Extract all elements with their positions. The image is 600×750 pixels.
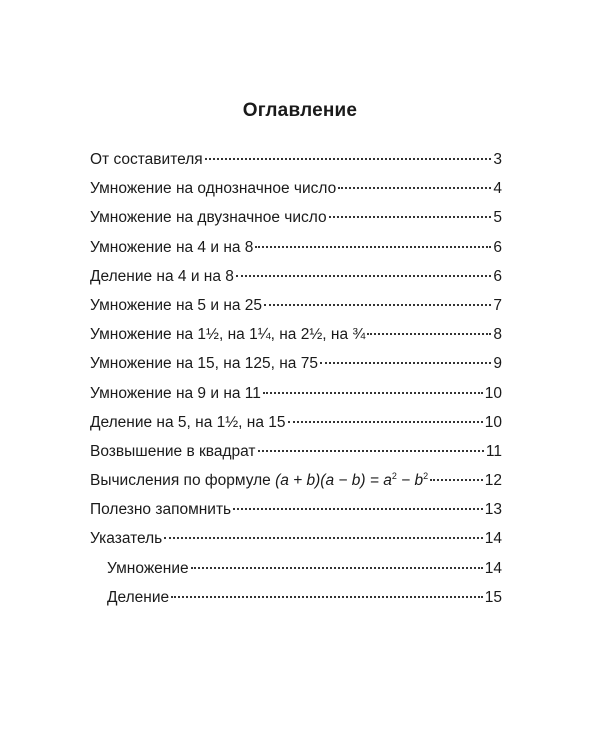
- toc-entry[interactable]: [90, 354, 502, 383]
- toc-entry-page: 15: [484, 588, 502, 606]
- toc-dot-leader: [264, 304, 491, 306]
- toc-entry[interactable]: [90, 296, 502, 325]
- toc-entry[interactable]: [90, 384, 502, 413]
- toc-entry-label: От составителя: [90, 151, 203, 168]
- toc-entry-label: Деление на 4 и на 8: [90, 267, 234, 285]
- toc-dot-leader: [320, 362, 491, 364]
- toc-entry[interactable]: [90, 529, 502, 558]
- toc-entry-page: 9: [493, 355, 502, 373]
- toc-entry[interactable]: [90, 267, 502, 296]
- toc-entry-page: 5: [493, 209, 502, 227]
- toc-dot-leader: [367, 333, 491, 335]
- toc-entry-formula[interactable]: [90, 471, 502, 500]
- toc-entry[interactable]: [90, 442, 502, 471]
- toc-entry[interactable]: [90, 413, 502, 442]
- toc-entry-label: Умножение: [107, 559, 189, 577]
- toc-title: Оглавление: [242, 100, 358, 121]
- toc-dot-leader: [329, 216, 492, 218]
- toc-dot-leader: [258, 450, 484, 452]
- toc-entry-label: Полезно запомнить: [90, 501, 232, 519]
- toc-entry[interactable]: [90, 238, 502, 267]
- toc-entry-label: Умножение на двузначное число: [90, 209, 327, 227]
- toc-entry-page: 6: [493, 238, 502, 256]
- toc-dot-leader: [288, 421, 483, 423]
- toc-dot-leader: [191, 567, 483, 569]
- formula-lhs: (a + b)(a − b) =: [275, 472, 384, 490]
- formula-minus: −: [396, 472, 415, 490]
- toc-entry-page: 4: [493, 180, 502, 198]
- toc-entry[interactable]: [90, 325, 502, 354]
- formula-a-base: a: [383, 472, 392, 490]
- formula-b-base: b: [414, 472, 424, 490]
- toc-entry-label: Умножение на 15, на 125, на 75: [90, 355, 318, 373]
- toc-entry-page: 11: [485, 442, 502, 460]
- toc-entry-page: 12: [484, 472, 502, 490]
- toc-entry-page: 10: [484, 384, 502, 402]
- formula-b-exponent: 2: [423, 471, 429, 482]
- toc-entry-label: Указатель: [90, 530, 163, 548]
- toc-entry-label: Деление: [107, 588, 170, 606]
- toc-entry[interactable]: [90, 150, 502, 179]
- formula-entry-prefix: Вычисления по формуле: [90, 472, 276, 490]
- toc-entry-label: Возвышение в квадрат: [90, 442, 256, 460]
- toc-entry-label: [90, 471, 428, 491]
- toc-subentry[interactable]: [90, 559, 502, 588]
- toc-entry-page: 10: [484, 413, 502, 431]
- toc-entry-label: Умножение на однозначное число: [90, 180, 337, 198]
- toc-dot-leader: [171, 596, 483, 598]
- toc-dot-leader: [255, 246, 491, 248]
- toc-subentry[interactable]: [90, 588, 502, 617]
- toc-entry-label: Умножение на 5 и на 25: [90, 296, 263, 314]
- toc-list: [90, 150, 502, 617]
- toc-dot-leader: [236, 275, 491, 277]
- toc-entry-page: 7: [493, 296, 502, 314]
- toc-entry-page: 8: [493, 326, 502, 344]
- toc-dot-leader: [205, 158, 492, 160]
- toc-dot-leader: [263, 392, 483, 394]
- toc-entry-page: 14: [484, 530, 502, 548]
- toc-dot-leader: [164, 537, 482, 539]
- toc-entry-label: Умножение на 4 и на 8: [90, 238, 254, 256]
- toc-entry-page: 13: [484, 501, 502, 519]
- toc-entry[interactable]: [90, 500, 502, 529]
- formula-a-exponent: 2: [391, 471, 397, 482]
- toc-dot-leader: [233, 508, 483, 510]
- toc-entry-page: 3: [493, 151, 502, 168]
- toc-entry-label: Умножение на 1½, на 1¼, на 2½, на ¾: [90, 326, 366, 344]
- toc-entry-page: 6: [493, 267, 502, 285]
- toc-entry[interactable]: [90, 179, 502, 208]
- toc-entry-page: 14: [484, 559, 502, 577]
- toc-entry[interactable]: [90, 208, 502, 237]
- toc-entry-label: Деление на 5, на 1½, на 15: [90, 413, 286, 431]
- toc-dot-leader: [430, 479, 483, 481]
- toc-entry-label: Умножение на 9 и на 11: [90, 384, 261, 402]
- toc-dot-leader: [338, 187, 491, 189]
